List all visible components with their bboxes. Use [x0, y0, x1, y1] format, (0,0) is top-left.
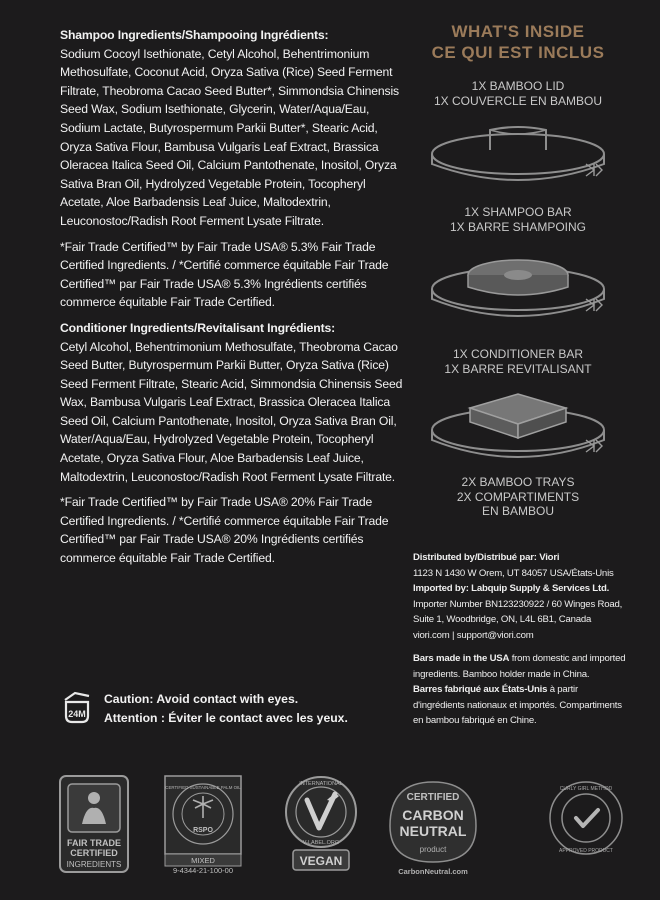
- rspo-logo: [163, 774, 243, 874]
- conditioner-bar-illustration: [410, 378, 626, 478]
- certification-logos: [0, 770, 660, 900]
- svg-text:MIXED: MIXED: [191, 856, 215, 865]
- jar-24m-icon: [60, 690, 94, 726]
- conditioner-fair-trade-note: *Fair Trade Certified™ by Fair Trade USA® 20% Fair Trade Certified Ingredients. / *Certifié commerce équitable Fair Trade Certified™ par Fair Trade USA® 20% Ingrédients certifiés commerce équitable Fair Trade Certified.: [60, 495, 389, 566]
- svg-text:APPROVED PRODUCT: APPROVED PRODUCT: [559, 848, 613, 854]
- whats-inside-title-en: WHAT'S INSIDE: [451, 22, 585, 41]
- svg-text:9-4344-21-100-00: 9-4344-21-100-00: [172, 866, 234, 874]
- svg-text:CERTIFIED: CERTIFIED: [70, 848, 118, 858]
- distribution-info: [413, 550, 628, 737]
- item-conditioner-label: 1X CONDITIONER BAR 1X BARRE REVITALISANT: [444, 347, 592, 376]
- pao-label: 24M: [68, 709, 86, 719]
- carbon-neutral-logo: [378, 770, 488, 880]
- svg-text:CERTIFIED: CERTIFIED: [406, 792, 460, 803]
- item-lid-label: 1X BAMBOO LID 1X COUVERCLE EN BAMBOU: [433, 79, 603, 108]
- svg-text:FAIR TRADE: FAIR TRADE: [67, 838, 121, 848]
- ingredients-column: [60, 26, 405, 575]
- caution-text: [104, 690, 348, 728]
- vegan-logo: [283, 770, 359, 880]
- shampoo-bar-illustration: [410, 237, 626, 337]
- svg-text:RSPO: RSPO: [193, 827, 213, 834]
- svg-text:INTERNATIONAL: INTERNATIONAL: [299, 781, 343, 787]
- distributor-block: Distributed by/Distribué par: Viori 1123 N 1430 W Orem, UT 84057 USA/États-Unis Imported by: Labquip Supply & Services Ltd. Importer Number BN123230922 / 60 Winges Road, Suite 1, Woodbridge, ON, L4L 6B1, Canada viori.com | support@viori.com: [413, 552, 623, 641]
- shampoo-ingredients: Sodium Cocoyl Isethionate, Cetyl Alcohol, Behentrimonium Methosulfate, Coconut Acid, Oryza Sativa (Rice) Seed Ferment Filtrate, Theobroma Cacao Seed Butter*, Simmondsia Chinensis Seed Wax, Sodium Isethionate, Glycerin, Water/Aqua/Eau, Sodium Lactate, Butyrospermum Parkii Butter*, Stearic Acid, Oryza Sativa Flour, Bambusa Vulgaris Leaf Extract, Brassica Oleracea Italica Seed Oil, Calcium Pantothenate, Inositol, Oryza Sativa Bran Oil, Hydrolyzed Vegetable Protein, Tocopheryl Acetate, Aloe Barbadensis Leaf Juice, Maltodextrin, Leuconostoc/Radish Root Ferment Lysate Filtrate.: [60, 46, 399, 228]
- shampoo-fair-trade-note: *Fair Trade Certified™ by Fair Trade USA® 5.3% Fair Trade Certified Ingredients. / *Certifié commerce équitable Fair Trade Certified™ par Fair Trade USA® 5.3% Ingrédients certifiés commerce équitable Fair Trade Certified.: [60, 239, 389, 310]
- svg-text:CURLY GIRL METHOD: CURLY GIRL METHOD: [559, 786, 613, 792]
- svg-text:CERTIFIED SUSTAINABLE PALM OIL: CERTIFIED SUSTAINABLE PALM OIL: [165, 785, 241, 790]
- curly-girl-approved-logo: [546, 778, 626, 858]
- item-shampoo-label: 1X SHAMPOO BAR 1X BARRE SHAMPOING: [449, 205, 587, 234]
- svg-text:product: product: [419, 845, 447, 854]
- bamboo-lid-illustration: [410, 112, 626, 192]
- origin-block: Bars made in the USA from domestic and imported ingredients. Bamboo holder made in China. Barres fabriqué aux États-Unis à partir d'ingrédients nationaux et importés. Compartiments en bambou fabriqué en Chine.: [413, 653, 626, 726]
- fair-trade-certified-logo: [58, 774, 130, 874]
- svg-text:CarbonNeutral.com: CarbonNeutral.com: [398, 867, 468, 876]
- shampoo-heading: Shampoo Ingredients/Shampooing Ingrédients:: [60, 28, 329, 42]
- whats-inside-title-fr: CE QUI EST INCLUS: [431, 43, 605, 62]
- caution-en: Caution: Avoid contact with eyes.: [104, 692, 299, 706]
- conditioner-ingredients: Cetyl Alcohol, Behentrimonium Methosulfate, Theobroma Cacao Seed Butter, Butyrospermum Parkii Butter, Oryza Sativa (Rice) Seed Ferment Filtrate, Stearic Acid, Simmondsia Chinensis Seed Wax, Bambusa Vulgaris Leaf Extract, Brassica Oleracea Italica Seed Oil, Calcium Pantothenate, Inositol, Oryza Sativa Bran Oil, Water/Aqua/Eau, Hydrolyzed Vegetable Protein, Tocopheryl Acetate, Oryza Sativa Flour, Aloe Barbadensis Leaf Juice, Maltodextrin, Leuconostoc/Radish Root Ferment Lysate Filtrate.: [60, 339, 403, 484]
- conditioner-heading: Conditioner Ingredients/Revitalisant Ingrédients:: [60, 320, 336, 335]
- svg-text:NEUTRAL: NEUTRAL: [399, 823, 467, 839]
- svg-text:V-LABEL.ORG: V-LABEL.ORG: [302, 840, 340, 846]
- svg-text:VEGAN: VEGAN: [299, 854, 343, 868]
- svg-text:CARBON: CARBON: [402, 807, 464, 823]
- svg-text:INGREDIENTS: INGREDIENTS: [66, 860, 122, 869]
- item-trays-label: 2X BAMBOO TRAYS 2X COMPARTIMENTS EN BAMBOU: [456, 475, 580, 518]
- caution-fr: Attention : Éviter le contact avec les yeux.: [104, 711, 348, 725]
